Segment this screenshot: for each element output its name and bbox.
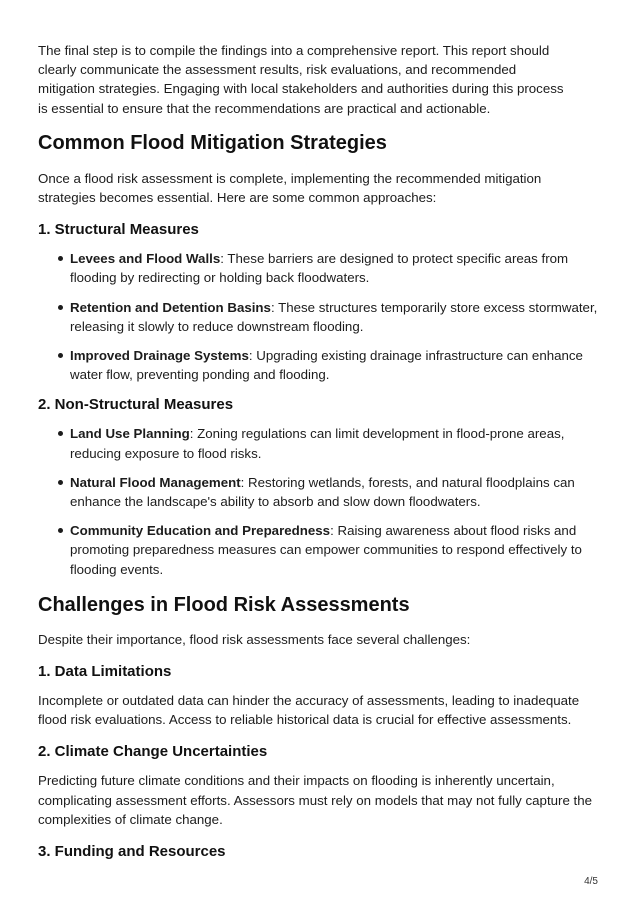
list-item-desc: : These structures temporarily store excess stormwater, releasing it slowly to reduce downstream flooding. (70, 299, 598, 334)
list-item-term: Land Use Planning (70, 426, 190, 442)
challenges-heading: Challenges in Flood Risk Assessments (38, 593, 410, 616)
list-item (38, 249, 603, 287)
list-item-term: Community Education and Preparedness (70, 523, 331, 539)
list-item-desc: : These barriers are designed to protect specific areas from flooding by redirecting or holding back floodwaters. (70, 251, 569, 286)
page-number: 4/5 (584, 876, 598, 887)
list-item-term: Levees and Flood Walls (70, 251, 221, 267)
challenges-intro: Despite their importance, flood risk assessments face several challenges: (38, 631, 471, 647)
list-item (38, 424, 603, 462)
list-item-desc: : Zoning regulations can limit development in flood-prone areas, reducing exposure to flood risks. (70, 426, 565, 461)
structural-heading: 1. Structural Measures (38, 221, 199, 239)
list-item (38, 521, 603, 579)
list-item (38, 298, 603, 336)
mitigation-intro: Once a flood risk assessment is complete, implementing the recommended mitigation strategies becomes essential. Here are some common approaches: (38, 170, 542, 206)
intro-paragraph: The final step is to compile the findings into a comprehensive report. This report should clearly communicate the assessment results, risk evaluations, and recommended mitigation strategies. Engaging with local stakeholders and authorities during this process is essential to ensure that the recommendations are practical and actionable. (38, 43, 564, 116)
list-item-desc: : Raising awareness about flood risks and promoting preparedness measures can empower communities to respond effectively to flooding events. (70, 523, 582, 577)
list-item-desc: : Upgrading existing drainage infrastructure can enhance water flow, preventing ponding and flooding. (70, 348, 583, 383)
data-limitations-heading: 1. Data Limitations (38, 663, 172, 681)
list-item (38, 346, 603, 384)
climate-text: Predicting future climate conditions and their impacts on flooding is inherently uncertain, complicating assessment efforts. Assessors must rely on models that may not fully capture the complexities of climate change. (38, 773, 593, 827)
list-item (38, 473, 603, 511)
document-page (38, 41, 603, 862)
list-item-term: Retention and Detention Basins (70, 299, 271, 315)
list-item-desc: : Restoring wetlands, forests, and natural floodplains can enhance the landscape's ability to absorb and slow down floodwaters. (70, 474, 575, 510)
data-limitations-text: Incomplete or outdated data can hinder the accuracy of assessments, leading to inadequate flood risk evaluations. Access to reliable historical data is crucial for effective assessments. (38, 693, 580, 728)
climate-heading: 2. Climate Change Uncertainties (38, 743, 268, 761)
nonstructural-heading: 2. Non-Structural Measures (38, 396, 234, 414)
funding-heading: 3. Funding and Resources (38, 843, 226, 861)
nonstructural-list (38, 424, 603, 578)
mitigation-heading: Common Flood Mitigation Strategies (38, 131, 387, 154)
structural-list (38, 249, 603, 384)
list-item-term: Improved Drainage Systems (70, 348, 249, 364)
list-item-term: Natural Flood Management (70, 474, 241, 490)
